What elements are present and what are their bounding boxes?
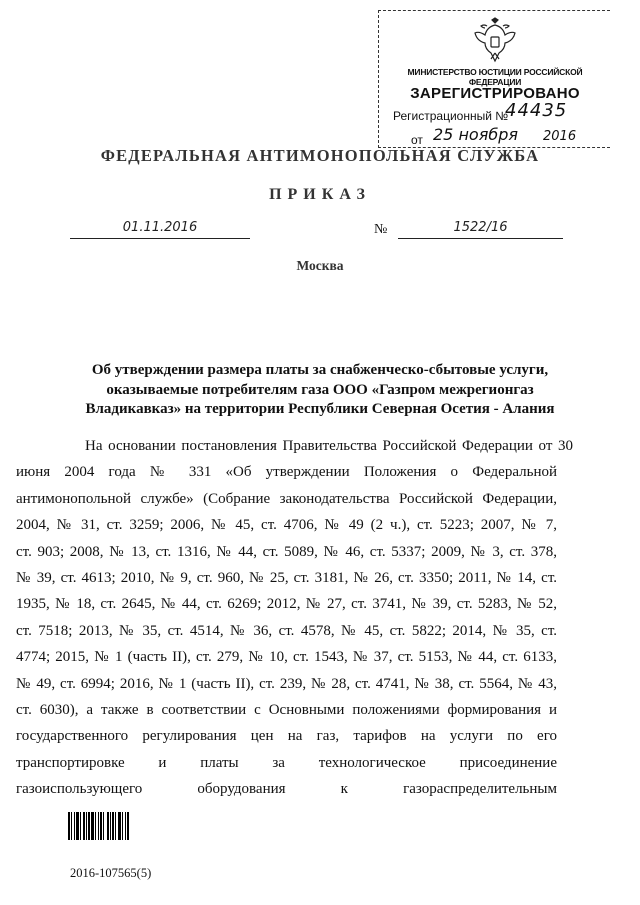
stamp-date-prefix: от	[411, 133, 423, 147]
body-line: транспортировке и платы за технологическое присоединение	[16, 754, 557, 771]
barcode-id: 2016-107565(5)	[70, 866, 152, 880]
registration-stamp	[378, 10, 610, 148]
stamp-date-row	[411, 125, 577, 147]
body-line: 2004, № 31, ст. 3259; 2006, № 45, ст. 4706, № 49 (2 ч.), ст. 5223; 2007, № 7,	[16, 517, 557, 534]
body-line: ст. 6030), а также в соответствии с Основными положениями формирования и	[16, 701, 557, 718]
body-line: ст. 903; 2008, № 13, ст. 1316, № 44, ст. 5089, № 46, ст. 5337; 2009, № 3, ст. 378,	[16, 543, 557, 560]
body-line: На основании постановления Правительства Российской Федерации от 30	[85, 438, 573, 454]
body-line: государственного регулирования цен на газ, тарифов на услуги по его	[16, 728, 557, 745]
order-number-label: №	[374, 222, 388, 237]
order-date: 01.11.2016	[70, 220, 250, 239]
stamp-registered: ЗАРЕГИСТРИРОВАНО	[410, 85, 580, 102]
stamp-date-year: 2016	[543, 129, 577, 144]
order-city: Москва	[296, 258, 344, 273]
body-line: июня 2004 года № 331 «Об утверждении Положения о Федеральной	[16, 464, 557, 481]
order-body	[16, 433, 573, 802]
body-line: 4774; 2015, № 1 (часть II), ст. 279, № 10, ст. 1543, № 37, ст. 5153, № 44, ст. 6133,	[16, 649, 557, 666]
heading-line: Владикавказ» на территории Республики Северная Осетия - Алания	[85, 401, 555, 417]
order-heading	[70, 361, 570, 420]
stamp-reg-number: 44435	[505, 100, 568, 121]
body-line: № 39, ст. 4613; 2010, № 9, ст. 960, № 25, ст. 3181, № 26, ст. 3350; 2011, № 14, ст.	[16, 569, 557, 586]
order-number: 1522/16	[398, 220, 563, 239]
double-headed-eagle-icon	[473, 17, 517, 63]
stamp-reg-number-row	[393, 100, 568, 123]
barcode-bar	[129, 812, 130, 840]
body-line: антимонопольной службе» (Собрание законодательства Российской Федерации,	[16, 490, 557, 507]
barcode	[68, 812, 160, 840]
heading-line: оказываемые потребителям газа ООО «Газпром межрегионгаз	[106, 381, 534, 398]
order-title: ПРИКАЗ	[269, 186, 371, 203]
heading-line: Об утверждении размера платы за снабженческо-сбытовые услуги,	[91, 362, 549, 378]
stamp-date-hand: 25 ноября	[433, 125, 518, 144]
stamp-ministry: МИНИСТЕРСТВО ЮСТИЦИИ РОССИЙСКОЙ ФЕДЕРАЦИИ	[407, 67, 583, 87]
body-line: газоиспользующего оборудования к газораспределительным	[16, 781, 557, 798]
body-line: № 49, ст. 6994; 2016, № 1 (часть II), ст. 239, № 28, ст. 4741, № 38, ст. 5564, № 43,	[16, 675, 557, 692]
agency-name: ФЕДЕРАЛЬНАЯ АНТИМОНОПОЛЬНАЯ СЛУЖБА	[100, 146, 540, 165]
body-line: ст. 7518; 2013, № 35, ст. 4514, № 36, ст. 4578, № 45, ст. 5822; 2014, № 35, ст.	[16, 622, 557, 639]
stamp-reg-label: Регистрационный №	[393, 109, 509, 123]
body-line: 1935, № 18, ст. 2645, № 44, ст. 6269; 2012, № 27, ст. 3741, № 39, ст. 5283, № 52,	[16, 596, 557, 613]
